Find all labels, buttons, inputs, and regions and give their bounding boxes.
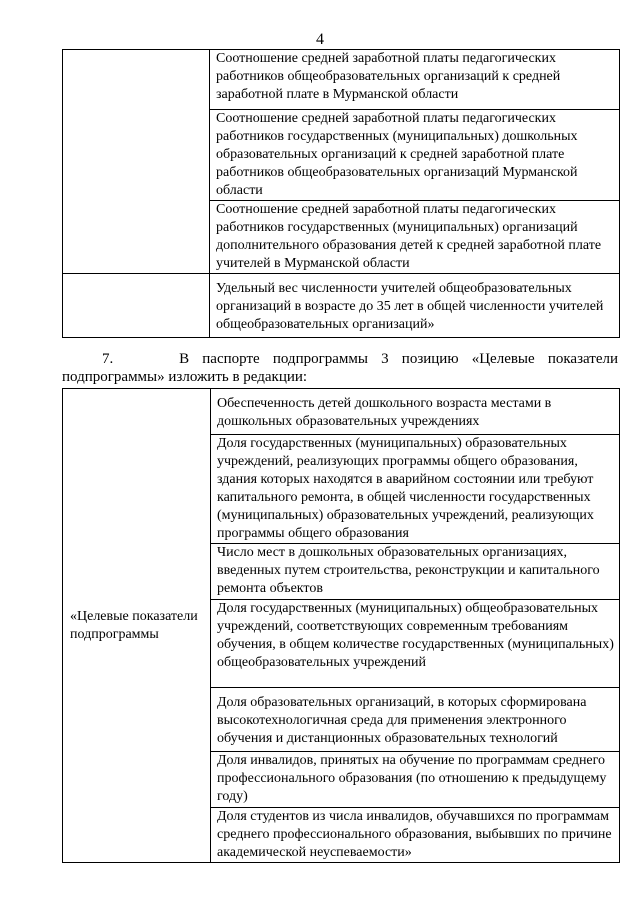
indicator-cell bbox=[210, 110, 620, 201]
indicator-text: Соотношение средней заработной платы педагогических работников общеобразовательных организаций к средней заработной плате в Мурманской области bbox=[216, 51, 561, 102]
indicator-text: Доля инвалидов, принятых на обучение по программам среднего профессионального образования (по отношению к предыдущему году) bbox=[217, 753, 607, 804]
indicator-text: Соотношение средней заработной платы педагогических работников государственных (муниципальных) дошкольных образовательных организаций к средней заработной плате работников общеобразовательных организаций Мурманской области bbox=[216, 111, 578, 198]
indicator-cell bbox=[211, 389, 620, 435]
indicator-text: Удельный вес численности учителей общеобразовательных организаций в возрасте до 35 лет в общей численности учителей общеобразовательных организаций» bbox=[216, 281, 604, 332]
indicator-cell bbox=[211, 808, 620, 863]
table-row bbox=[63, 274, 620, 338]
table-row bbox=[63, 389, 620, 435]
indicator-text: Доля образовательных организаций, в которых сформирована высокотехнологичная среда для применения электронного обучения и дистанционных образовательных технологий bbox=[217, 695, 587, 746]
indicator-cell bbox=[211, 688, 620, 752]
indicator-cell bbox=[211, 544, 620, 600]
passport-table-continued bbox=[62, 49, 620, 338]
indicator-cell bbox=[210, 274, 620, 338]
indicator-text: Доля государственных (муниципальных) общеобразовательных учреждений, соответствующих современным требованиям обучения, в общем количестве государственных (муниципальных) общеобразовательных учреждений bbox=[217, 601, 614, 670]
subprogram-targets-table bbox=[62, 388, 620, 863]
indicator-cell bbox=[210, 201, 620, 274]
indicator-text: Доля государственных (муниципальных) образовательных учреждений, реализующих программы общего образования, здания которых находятся в аварийном состоянии или требуют капитального ремонта, в общей численности государственных (муниципальных) образовательных учреждений, реализующих программы общего образования bbox=[217, 436, 594, 541]
indicator-cell bbox=[210, 50, 620, 110]
page-number: 4 bbox=[316, 31, 324, 48]
indicator-text: Обеспеченность детей дошкольного возраста местами в дошкольных образовательных учреждениях bbox=[217, 396, 552, 429]
targets-label-cell bbox=[63, 389, 211, 863]
amendment-paragraph bbox=[62, 350, 618, 386]
label-cell-empty bbox=[63, 274, 210, 338]
label-cell-empty bbox=[63, 50, 210, 274]
indicator-text: Доля студентов из числа инвалидов, обучавшихся по программам среднего профессионального образования, выбывших по причине академической неуспеваемости» bbox=[217, 809, 612, 860]
indicator-text: Число мест в дошкольных образовательных организациях, введенных путем строительства, реконструкции и капитального ремонта объектов bbox=[217, 545, 600, 596]
indicator-cell bbox=[211, 600, 620, 688]
indicator-cell bbox=[211, 752, 620, 808]
table-row bbox=[63, 50, 620, 110]
indicator-cell bbox=[211, 435, 620, 544]
indicator-text: Соотношение средней заработной платы педагогических работников государственных (муниципальных) организаций дополнительного образования детей к средней заработной плате учителей в Мурманской области bbox=[216, 202, 602, 271]
paragraph-number: 7. bbox=[102, 351, 114, 367]
paragraph-text: В паспорте подпрограммы 3 позицию «Целевые показатели подпрограммы» изложить в редакции: bbox=[62, 351, 618, 385]
targets-label: «Целевые показатели подпрограммы bbox=[70, 608, 198, 642]
